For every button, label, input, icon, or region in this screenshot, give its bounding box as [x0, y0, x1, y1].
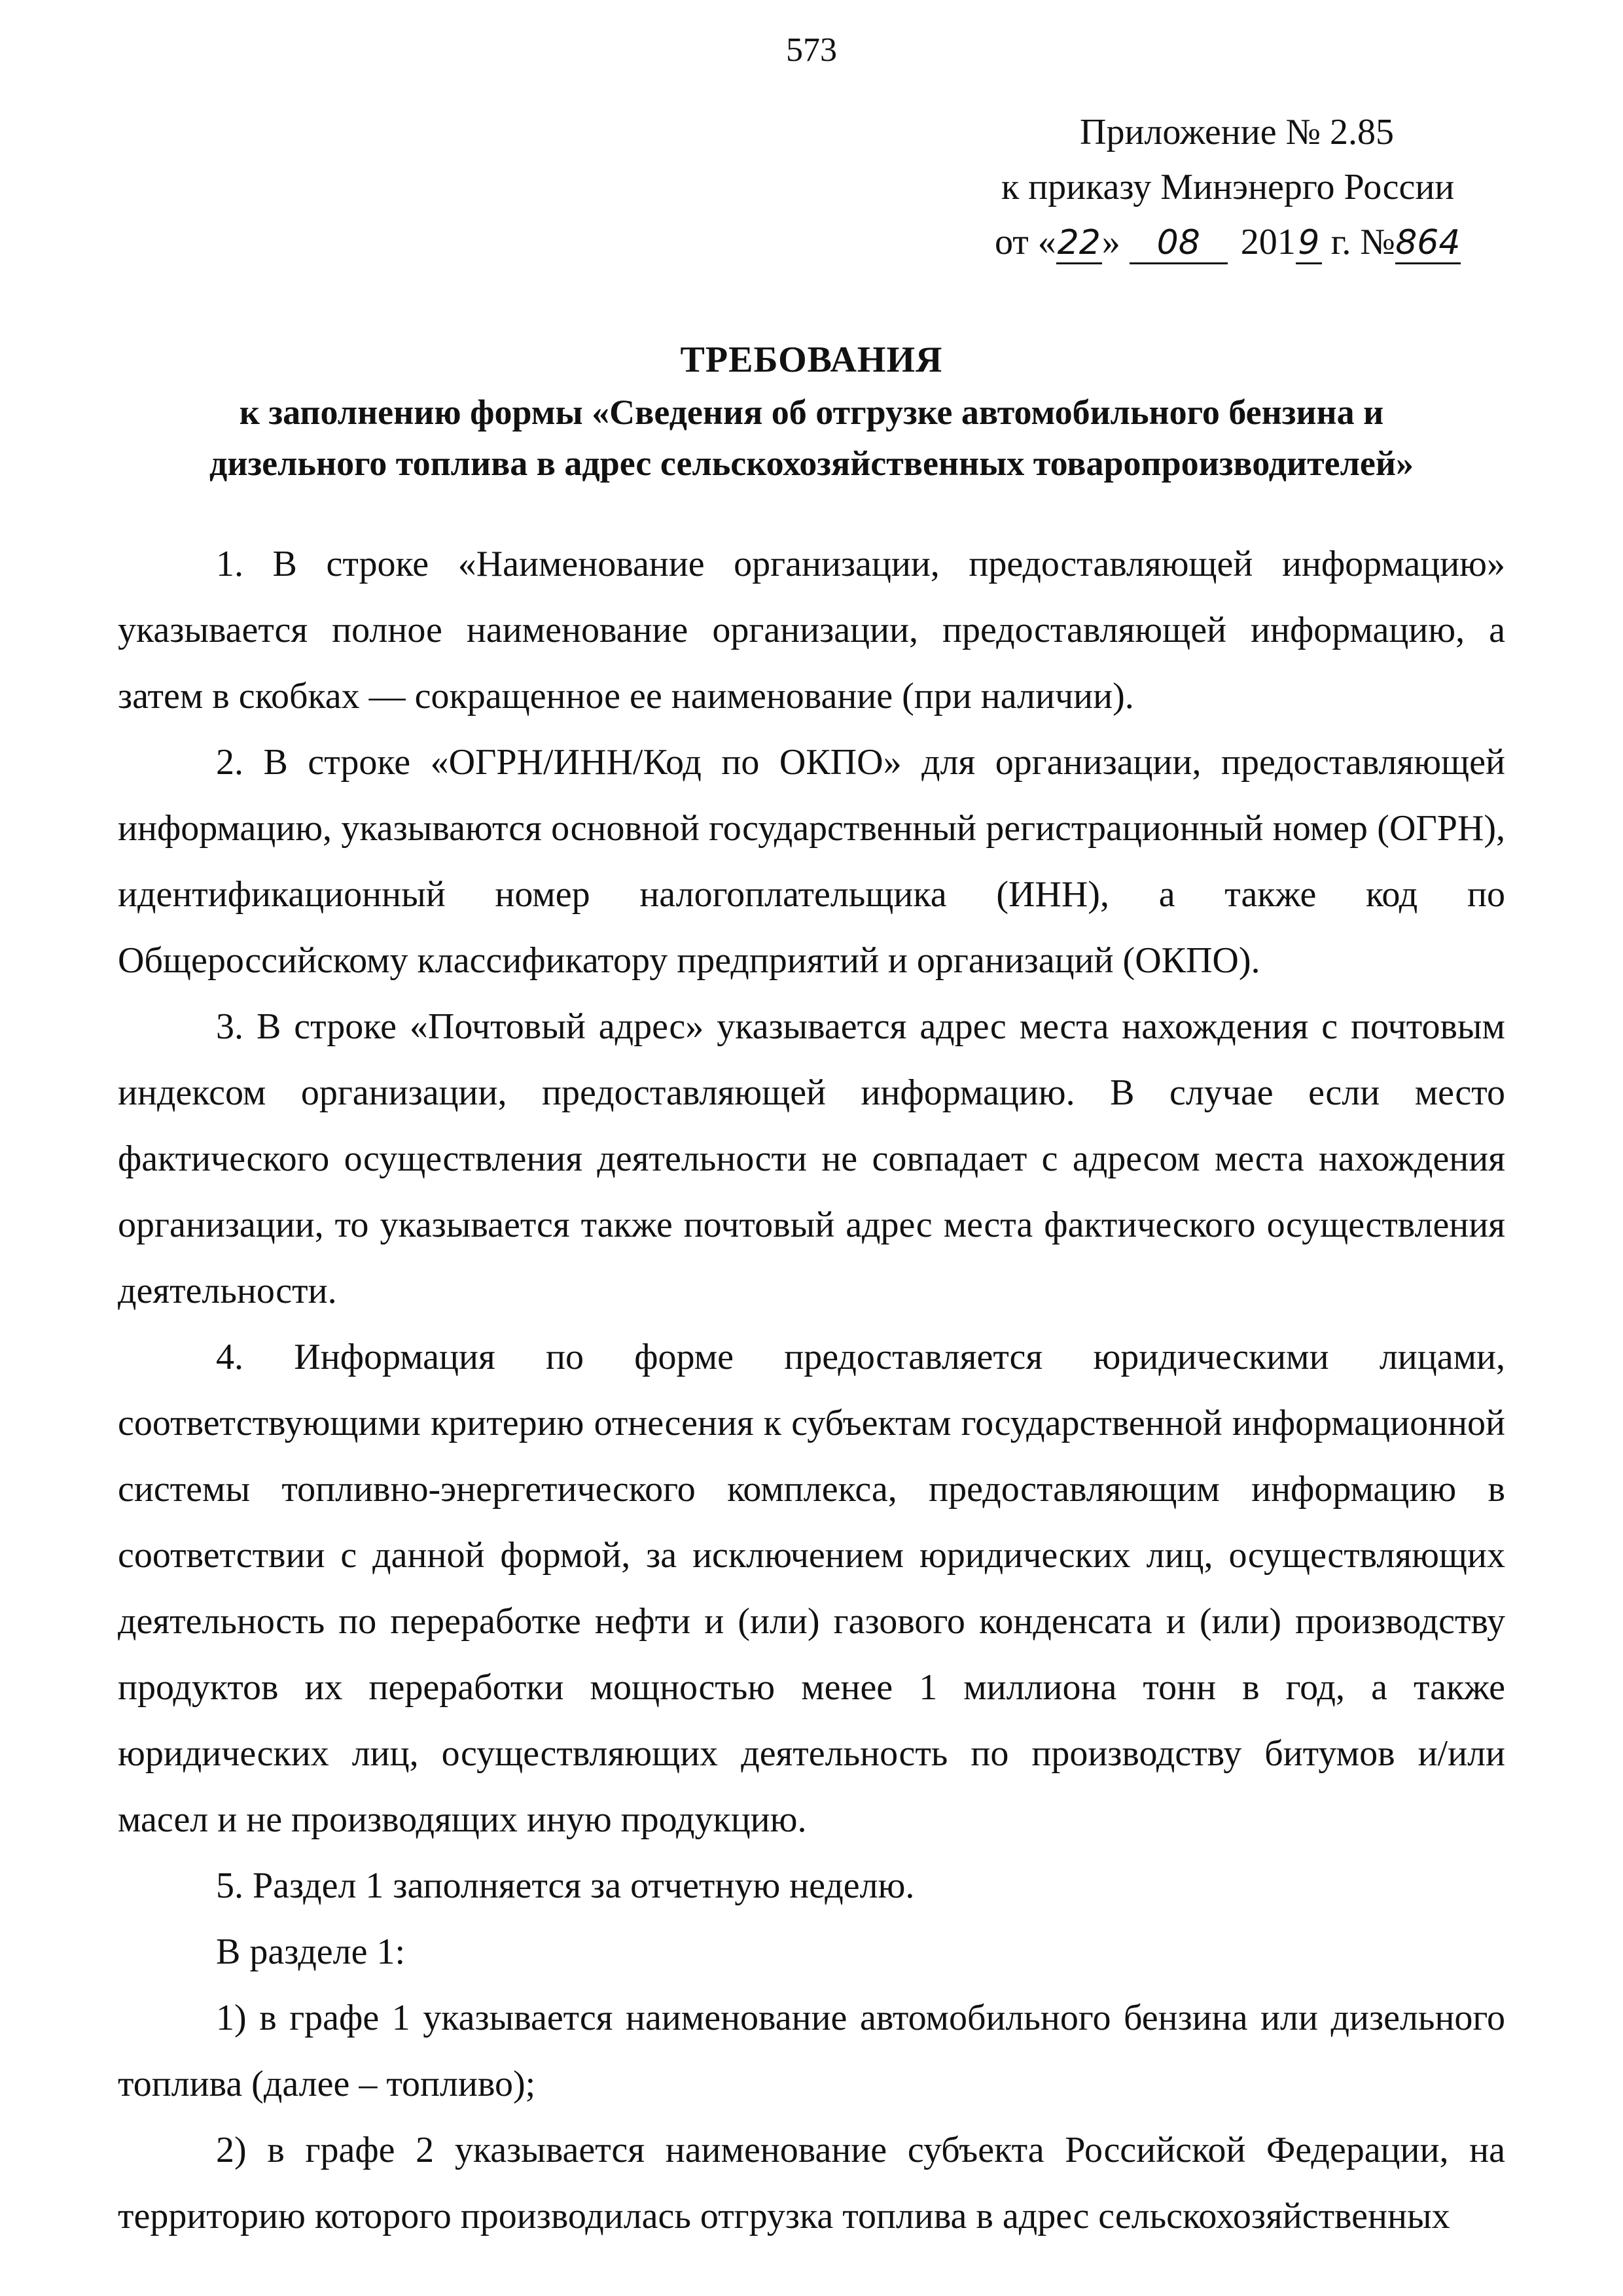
paragraph-1: 1. В строке «Наименование организации, предоставляющей информацию» указывается полное наименование организации, предоставляющей информацию, а затем в скобках — сокращенное ее наименование (при наличии). [118, 544, 1505, 716]
paragraph-item-2: 2) в графе 2 указывается наименование субъекта Российской Федерации, на территорию которого производилась отгрузка топлива в адрес сельскохозяйственных [118, 2130, 1505, 2236]
appendix-header [982, 105, 1505, 270]
document-subtitle-line-2: дизельного топлива в адрес сельскохозяйственных товаропроизводителей» [209, 444, 1414, 483]
handwritten-year-digit: 9 [1296, 223, 1322, 264]
year-prefix: 201 [1240, 222, 1296, 262]
paragraph-item-1: 1) в графе 1 указывается наименование автомобильного бензина или дизельного топлива (далее – топливо); [118, 1998, 1505, 2104]
appendix-line-3 [982, 215, 1505, 270]
paragraph-2: 2. В строке «ОГРН/ИНН/Код по ОКПО» для организации, предоставляющей информацию, указываются основной государственный регистрационный номер (ОГРН), идентификационный номер налогоплательщика (ИНН), а также код по Общероссийскому классификатору предприятий и организаций (ОКПО). [118, 742, 1505, 981]
paragraph-3: 3. В строке «Почтовый адрес» указывается адрес места нахождения с почтовым индексом организации, предоставляющей информацию. В случае если место фактического осуществления деятельности не совпадает с адресом места нахождения организации, то указывается также почтовый адрес места фактического осуществления деятельности. [118, 1006, 1505, 1311]
document-title: ТРЕБОВАНИЯ [680, 340, 943, 380]
document-body [118, 531, 1505, 2250]
appendix-line-2: к приказу Минэнерго России [1001, 167, 1455, 207]
handwritten-order-number: 864 [1395, 223, 1461, 264]
paragraph-4: 4. Информация по форме предоставляется юридическими лицами, соответствующими критерию отнесения к субъектам государственной информационной системы топливно-энергетического комплекса, предоставляющим информацию в соответствии с данной формой, за исключением юридических лиц, осуществляющих деятельность по переработке нефти и (или) газового конденсата и (или) производству продуктов их переработки мощностью менее 1 миллиона тонн в год, а также юридических лиц, осуществляющих деятельность по производству битумов и/или масел и не производящих иную продукцию. [118, 1337, 1505, 1840]
handwritten-month: 08 [1130, 223, 1228, 264]
date-mid: » [1101, 222, 1120, 262]
date-prefix: от « [995, 222, 1056, 262]
paragraph-5: 5. Раздел 1 заполняется за отчетную неделю. [216, 1865, 915, 1906]
appendix-line-1: Приложение № 2.85 [1080, 112, 1394, 152]
page-number: 573 [786, 31, 837, 69]
handwritten-day: 22 [1056, 223, 1102, 264]
document-subtitle-line-1: к заполнению формы «Сведения об отгрузке автомобильного бензина и [239, 393, 1384, 432]
paragraph-section-1: В разделе 1: [216, 1932, 406, 1972]
year-suffix: г. № [1321, 222, 1395, 262]
